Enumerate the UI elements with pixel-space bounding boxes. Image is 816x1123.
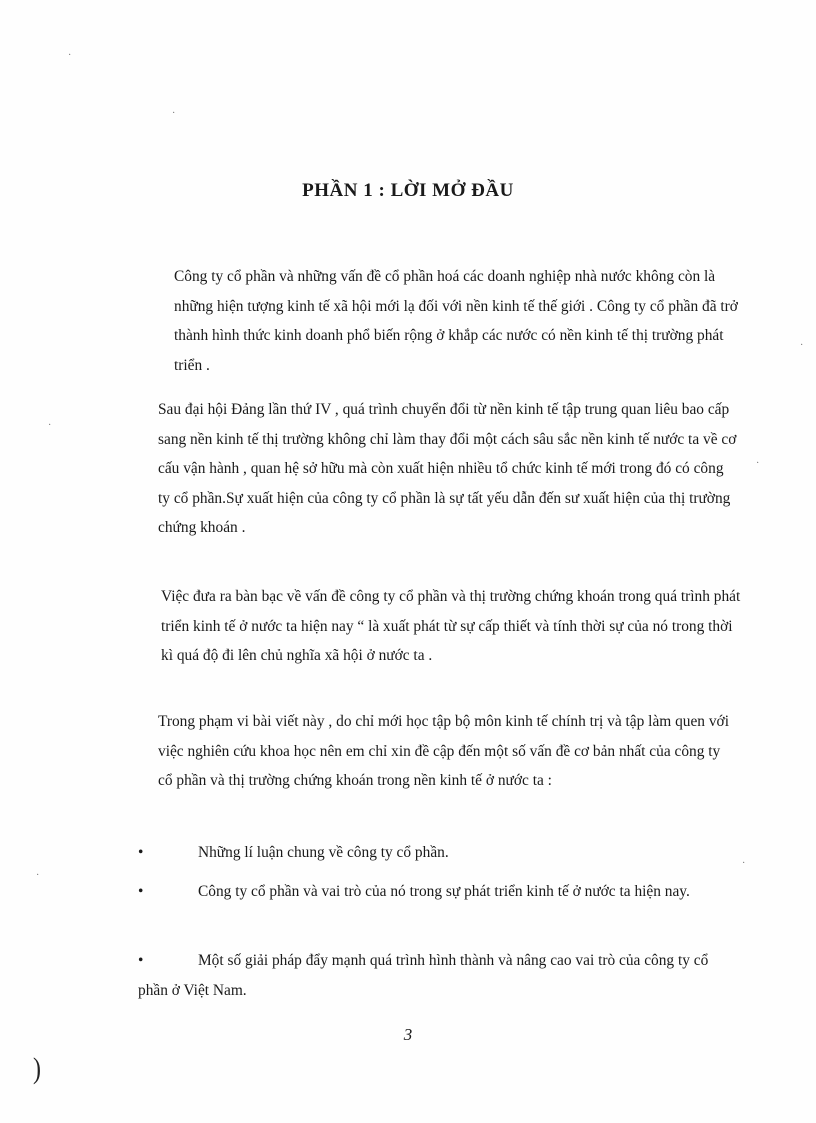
scan-artifact-dot: · <box>48 420 52 431</box>
bullet-text-2: Công ty cổ phần và vai trò của nó trong sự phát triển kinh tế ở nước ta hiện nay. <box>198 883 690 900</box>
bullet-item-3 <box>138 946 718 1005</box>
paragraph-4: Trong phạm vi bài viết này , do chỉ mới học tập bộ môn kinh tế chính trị và tập làm quen với việc nghiên cứu khoa học nên em chỉ xin đề cập đến một số vấn đề cơ bản nhất của công ty cổ phần và thị trường chứng khoán trong nền kinh tế ở nước ta : <box>158 713 729 789</box>
paragraph-2: Sau đại hội Đảng lần thứ IV , quá trình chuyển đổi từ nền kinh tế tập trung quan liêu bao cấp sang nền kinh tế thị trường không chỉ làm thay đổi một cách sâu sắc nền kinh tế nước ta về cơ cấu vận hành , quan hệ sở hữu mà còn xuất hiện nhiều tổ chức kinh tế mới trong đó có công ty cổ phần.Sự xuất hiện của công ty cổ phần là sự tất yếu dẫn đến sư xuất hiện của thị trường chứng khoán . <box>158 401 737 536</box>
bullet-text-1: Những lí luận chung về công ty cổ phần. <box>198 844 449 861</box>
scan-artifact-dot: · <box>800 340 804 351</box>
bullet-text-3: Một số giải pháp đẩy mạnh quá trình hình thành và nâng cao vai trò của công ty cổ phần ở Việt Nam. <box>138 952 709 999</box>
scan-artifact-dot: · <box>68 50 72 61</box>
bullet-item-1 <box>138 838 718 868</box>
scan-artifact-dot: · <box>36 870 40 881</box>
bullet-dot-icon: • <box>138 883 144 900</box>
scan-artifact-bracket: ) <box>33 1052 41 1085</box>
scan-artifact-dot: · <box>756 458 760 469</box>
page-title: PHẦN 1 : LỜI MỞ ĐẦU <box>302 180 514 201</box>
scan-artifact-dot: · <box>742 858 746 869</box>
page-number: 3 <box>403 1025 413 1044</box>
scan-artifact-dot: · <box>172 108 176 119</box>
paragraph-3: Việc đưa ra bàn bạc về vấn đề công ty cổ phần và thị trường chứng khoán trong quá trình phát triển kinh tế ở nước ta hiện nay “ là xuất phát từ sự cấp thiết và tính thời sự của nó trong thời kì quá độ đi lên chủ nghĩa xã hội ở nước ta . <box>161 588 741 664</box>
bullet-item-2 <box>138 877 718 907</box>
bullet-dot-icon: • <box>138 952 144 969</box>
paragraph-1: Công ty cổ phần và những vấn đề cổ phần hoá các doanh nghiệp nhà nước không còn là những hiện tượng kinh tế xã hội mới lạ đối với nền kinh tế thế giới . Công ty cổ phần đã trở thành hình thức kinh doanh phổ biến rộng ở khắp các nước có nền kinh tế thị trường phát triển . <box>174 268 738 374</box>
bullet-dot-icon: • <box>138 844 144 861</box>
